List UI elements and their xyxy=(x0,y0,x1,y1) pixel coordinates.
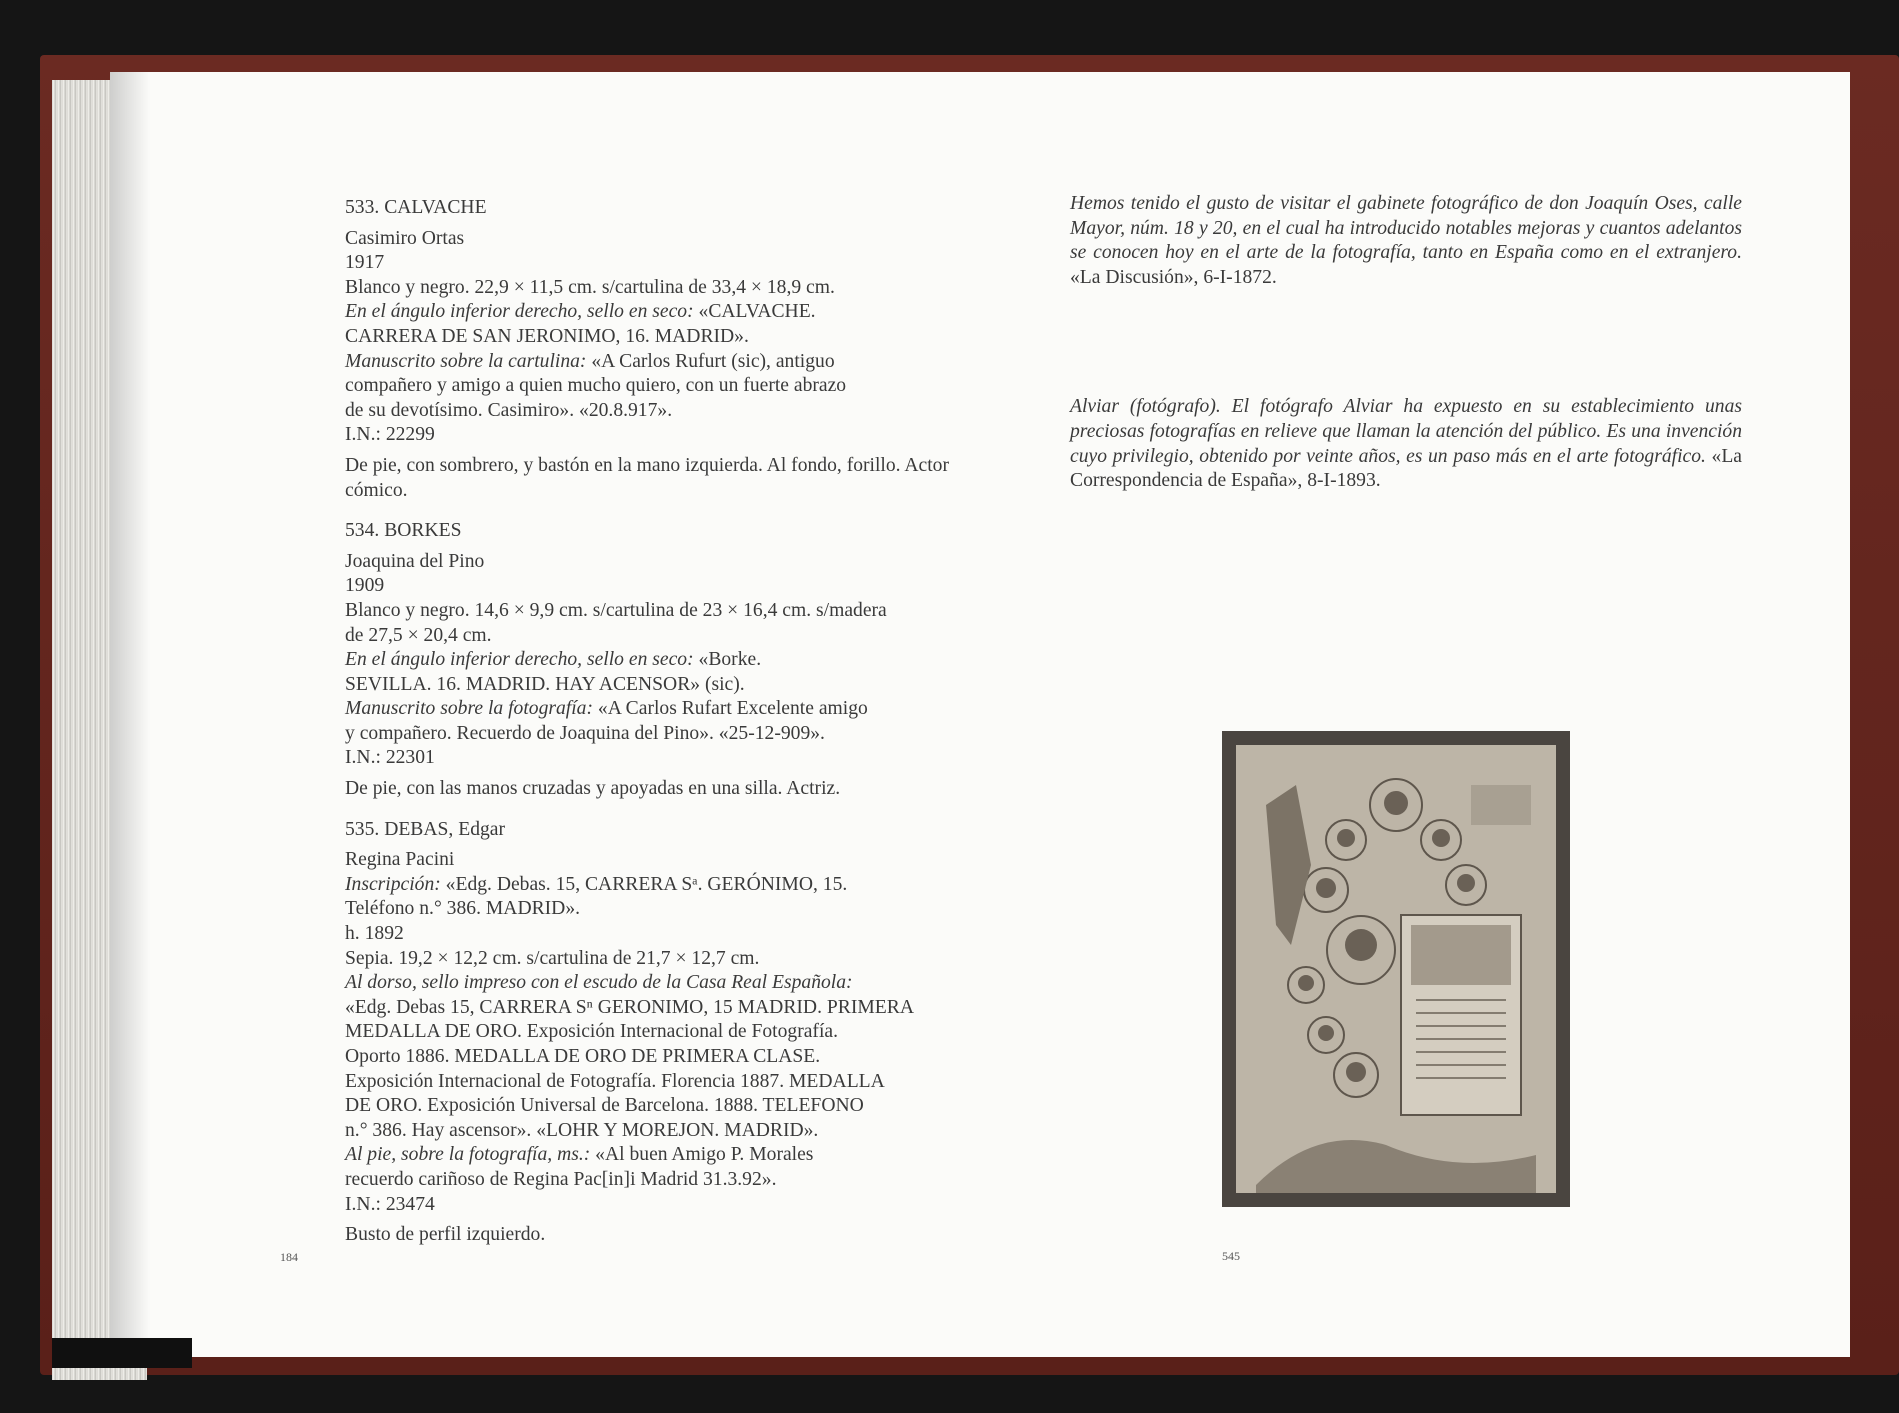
catalog-entry-534 xyxy=(345,519,995,802)
entry-line: Joaquina del Pino xyxy=(345,550,485,572)
entry-line: n.° 386. Hay ascensor». «LOHR Y MOREJON. MADRID». xyxy=(345,1119,819,1141)
entry-line: I.N.: 22299 xyxy=(345,424,435,446)
entry-line: Regina Pacini xyxy=(345,849,455,871)
page-gutter-shadow xyxy=(110,72,150,1357)
entry-line: Al dorso, sello impreso con el escudo de la Casa Real Española: xyxy=(345,972,853,994)
entry-line: de su devotísimo. Casimiro». «20.8.917». xyxy=(345,399,673,421)
entry-line: recuerdo cariñoso de Regina Pac[in]i Madrid 31.3.92». xyxy=(345,1168,777,1190)
entry-line: Manuscrito sobre la cartulina: «A Carlos Rufurt (sic), antiguo xyxy=(345,350,835,372)
entry-line: Casimiro Ortas xyxy=(345,227,465,249)
entry-line: CARRERA DE SAN JERONIMO, 16. MADRID». xyxy=(345,325,749,347)
entry-line: Blanco y negro. 14,6 × 9,9 cm. s/cartulina de 23 × 16,4 cm. s/madera xyxy=(345,599,887,621)
catalog-entry-535 xyxy=(345,818,995,1248)
entry-line: En el ángulo inferior derecho, sello en seco: «Borke. xyxy=(345,649,762,671)
entry-line: Al pie, sobre la fotografía, ms.: «Al buen Amigo P. Morales xyxy=(345,1144,814,1166)
entry-line: «Edg. Debas 15, CARRERA Sⁿ GERONIMO, 15 MADRID. PRIMERA xyxy=(345,996,914,1018)
entry-line: En el ángulo inferior derecho, sello en seco: «CALVACHE. xyxy=(345,301,816,323)
entry-line: compañero y amigo a quien mucho quiero, con un fuerte abrazo xyxy=(345,375,847,397)
entry-line: I.N.: 23474 xyxy=(345,1193,435,1215)
right-column xyxy=(1070,192,1742,494)
left-column xyxy=(345,196,995,1264)
collage-illustration xyxy=(1236,745,1556,1193)
entry-heading: 535. DEBAS, Edgar xyxy=(345,818,506,840)
bottom-shadow xyxy=(52,1338,192,1368)
quote-alviar: Alviar (fotógrafo). El fotógrafo Alviar ha expuesto en su establecimiento unas preciosas fotografías en relieve que llaman la atención del público. Es una invención cuyo privilegio, obtenido por veinte años, es un paso más en el arte fotográfico. «La Correspondencia de España», 8-I-1893. xyxy=(1070,396,1742,492)
entry-line: SEVILLA. 16. MADRID. HAY ACENSOR» (sic). xyxy=(345,673,745,695)
catalog-entry-533 xyxy=(345,196,995,503)
figure-photograph xyxy=(1222,731,1570,1207)
figure-caption: 545 xyxy=(1222,1249,1240,1263)
entry-line: h. 1892 xyxy=(345,923,404,945)
entry-line: Teléfono n.° 386. MADRID». xyxy=(345,898,581,920)
entry-line: 1917 xyxy=(345,252,385,274)
entry-heading: 533. CALVACHE xyxy=(345,197,487,218)
page-number: 184 xyxy=(280,1250,298,1264)
entry-line: Inscripción: «Edg. Debas. 15, CARRERA Sᵃ. GERÓNIMO, 15. xyxy=(345,873,848,895)
entry-line: Manuscrito sobre la fotografía: «A Carlos Rufart Excelente amigo xyxy=(345,698,868,720)
entry-line: 1909 xyxy=(345,575,385,597)
entry-line: I.N.: 22301 xyxy=(345,747,435,769)
entry-description: De pie, con sombrero, y bastón en la mano izquierda. Al fondo, forillo. Actor cómico. xyxy=(345,454,949,501)
entry-line: Sepia. 19,2 × 12,2 cm. s/cartulina de 21,7 × 12,7 cm. xyxy=(345,947,760,969)
entry-line: de 27,5 × 20,4 cm. xyxy=(345,624,492,646)
entry-heading: 534. BORKES xyxy=(345,520,462,542)
entry-line: DE ORO. Exposición Universal de Barcelona. 1888. TELEFONO xyxy=(345,1095,864,1117)
quote-oses: Hemos tenido el gusto de visitar el gabinete fotográfico de don Joaquín Oses, calle Mayor, núm. 18 y 20, en el cual ha introducido notables mejoras y cuantos adelantos se conocen hoy en el arte de la fotografía, tanto en España como en el extranjero. «La Discusión», 6-I-1872. xyxy=(1070,193,1742,288)
entry-line: Oporto 1886. MEDALLA DE ORO DE PRIMERA CLASE. xyxy=(345,1046,821,1067)
entry-line: Exposición Internacional de Fotografía. Florencia 1887. MEDALLA xyxy=(345,1070,885,1092)
entry-line: MEDALLA DE ORO. Exposición Internacional de Fotografía. xyxy=(345,1021,839,1043)
entry-description: De pie, con las manos cruzadas y apoyadas en una silla. Actriz. xyxy=(345,778,841,800)
entry-line: y compañero. Recuerdo de Joaquina del Pino». «25-12-909». xyxy=(345,722,825,744)
entry-description: Busto de perfil izquierdo. xyxy=(345,1224,546,1246)
photo-collage xyxy=(1236,745,1556,1193)
entry-line: Blanco y negro. 22,9 × 11,5 cm. s/cartulina de 33,4 × 18,9 cm. xyxy=(345,276,835,298)
